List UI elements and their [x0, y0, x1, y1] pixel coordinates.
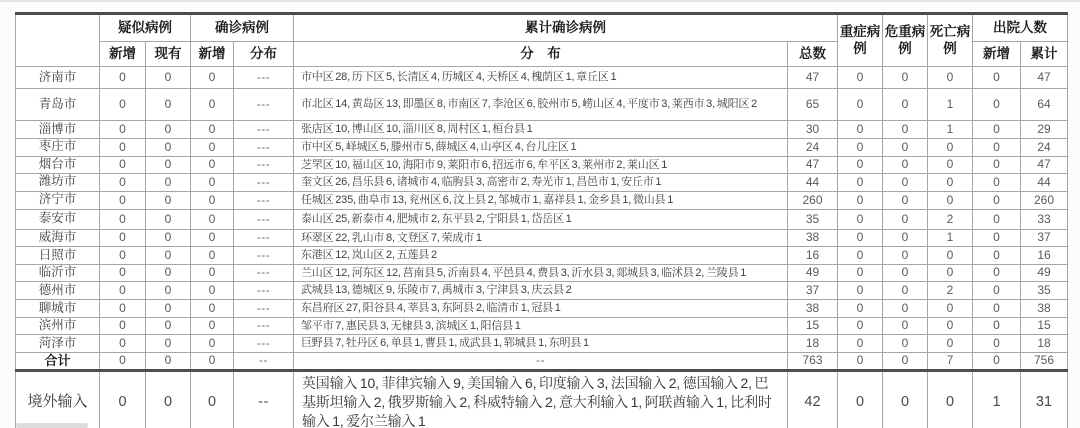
cell-suspected-new: 0	[100, 282, 146, 300]
top-edge-line	[0, 0, 1080, 2]
cell-cumulative-total: 49	[788, 264, 838, 282]
col-group-suspected: 疑似病例	[100, 14, 191, 42]
cell-discharged-new: 0	[973, 67, 1021, 89]
cell-distribution: 武城县 13, 德城区 9, 乐陵市 7, 禹城市 3, 宁津县 3, 庆云县 2	[294, 282, 788, 300]
cell-suspected-existing: 0	[146, 352, 191, 370]
cell-critical: 0	[883, 139, 928, 157]
cell-suspected-existing: 0	[146, 139, 191, 157]
cell-city: 合计	[16, 352, 100, 370]
cell-suspected-existing: 0	[146, 191, 191, 209]
cell-suspected-new: 0	[100, 89, 146, 121]
cell-distribution: 英国输入 10, 菲律宾输入 9, 美国输入 6, 印度输入 3, 法国输入 2, 德国输入 2, 巴基斯坦输入 2, 俄罗斯输入 2, 科威特输入 2, 意大利输入 1, 阿联酋输入 1, 比利时输入 1, 爱尔兰输入 1	[294, 370, 788, 428]
table-row	[16, 156, 1068, 174]
cell-critical: 0	[883, 209, 928, 229]
col-header-cumulative-total: 总数	[788, 42, 838, 67]
cell-critical: 0	[883, 229, 928, 247]
cell-discharged-total: 29	[1021, 121, 1068, 139]
col-header-death: 死亡病例	[928, 14, 973, 67]
cell-confirmed-dist: ---	[234, 139, 294, 157]
cell-suspected-existing: 0	[146, 370, 191, 428]
cell-suspected-new: 0	[100, 229, 146, 247]
cell-city: 济南市	[16, 67, 100, 89]
cell-suspected-existing: 0	[146, 229, 191, 247]
cell-confirmed-dist: ---	[234, 156, 294, 174]
cell-suspected-existing: 0	[146, 209, 191, 229]
col-group-cumulative: 累计确诊病例	[294, 14, 838, 42]
cell-suspected-new: 0	[100, 335, 146, 353]
cell-confirmed-new: 0	[191, 174, 234, 192]
cell-distribution: 奎文区 26, 昌乐县 6, 诸城市 4, 临朐县 3, 高密市 2, 寿光市 1, 昌邑市 1, 安丘市 1	[294, 174, 788, 192]
cell-discharged-total: 33	[1021, 209, 1068, 229]
table-row	[16, 264, 1068, 282]
cell-city: 德州市	[16, 282, 100, 300]
col-header-suspected-new: 新增	[100, 42, 146, 67]
cell-confirmed-dist: ---	[234, 191, 294, 209]
cell-critical: 0	[883, 67, 928, 89]
cell-suspected-existing: 0	[146, 282, 191, 300]
cell-distribution: 任城区 235, 曲阜市 13, 兖州区 6, 汶上县 2, 邹城市 1, 嘉祥县 1, 金乡县 1, 微山县 1	[294, 191, 788, 209]
cell-critical: 0	[883, 89, 928, 121]
cell-cumulative-total: 18	[788, 335, 838, 353]
cell-critical: 0	[883, 247, 928, 265]
cell-death: 0	[928, 174, 973, 192]
cell-discharged-total: 35	[1021, 282, 1068, 300]
cell-cumulative-total: 37	[788, 282, 838, 300]
cell-city: 临沂市	[16, 264, 100, 282]
cell-suspected-new: 0	[100, 191, 146, 209]
cell-severe: 0	[838, 67, 883, 89]
cell-distribution: 芝罘区 10, 福山区 10, 海阳市 9, 莱阳市 6, 招远市 6, 牟平区 3, 莱州市 2, 莱山区 1	[294, 156, 788, 174]
cell-death: 1	[928, 89, 973, 121]
cell-confirmed-new: 0	[191, 139, 234, 157]
cell-death: 0	[928, 139, 973, 157]
cell-discharged-new: 0	[973, 264, 1021, 282]
cell-suspected-existing: 0	[146, 247, 191, 265]
cell-critical: 0	[883, 300, 928, 318]
col-header-discharged-total: 累计	[1021, 42, 1068, 67]
cell-death: 2	[928, 282, 973, 300]
cell-death: 0	[928, 191, 973, 209]
cell-discharged-total: 15	[1021, 317, 1068, 335]
covid-stats-table	[15, 12, 1068, 428]
cell-confirmed-dist: ---	[234, 247, 294, 265]
table-row	[16, 191, 1068, 209]
cell-severe: 0	[838, 121, 883, 139]
cell-severe: 0	[838, 317, 883, 335]
cell-death: 0	[928, 335, 973, 353]
table-row	[16, 121, 1068, 139]
cell-suspected-new: 0	[100, 121, 146, 139]
cell-confirmed-new: 0	[191, 191, 234, 209]
cell-death: 7	[928, 352, 973, 370]
table-header	[16, 14, 1068, 67]
cell-discharged-total: 16	[1021, 247, 1068, 265]
cell-severe: 0	[838, 335, 883, 353]
cell-suspected-new: 0	[100, 174, 146, 192]
cell-confirmed-dist: ---	[234, 209, 294, 229]
cell-discharged-new: 0	[973, 317, 1021, 335]
cell-discharged-new: 0	[973, 121, 1021, 139]
col-header-discharged-new: 新增	[973, 42, 1021, 67]
cell-discharged-total: 18	[1021, 335, 1068, 353]
cell-severe: 0	[838, 282, 883, 300]
cell-death: 0	[928, 67, 973, 89]
cell-cumulative-total: 38	[788, 300, 838, 318]
cell-discharged-new: 0	[973, 89, 1021, 121]
cell-distribution: 泰山区 25, 新泰市 4, 肥城市 2, 东平县 2, 宁阳县 1, 岱岳区 1	[294, 209, 788, 229]
cell-confirmed-new: 0	[191, 67, 234, 89]
cell-city: 威海市	[16, 229, 100, 247]
cell-confirmed-dist: ---	[234, 89, 294, 121]
cell-severe: 0	[838, 370, 883, 428]
cell-critical: 0	[883, 317, 928, 335]
cell-death: 0	[928, 300, 973, 318]
col-header-cumulative-dist: 分 布	[294, 42, 788, 67]
cell-distribution: 市中区 28, 历下区 5, 长清区 4, 历城区 4, 天桥区 4, 槐荫区 1, 章丘区 1	[294, 67, 788, 89]
cell-suspected-existing: 0	[146, 264, 191, 282]
cell-discharged-new: 1	[973, 370, 1021, 428]
table-body	[16, 67, 1068, 428]
cell-city: 淄博市	[16, 121, 100, 139]
cell-discharged-new: 0	[973, 282, 1021, 300]
cell-cumulative-total: 15	[788, 317, 838, 335]
cell-confirmed-dist: ---	[234, 264, 294, 282]
cell-confirmed-dist: --	[234, 352, 294, 370]
table-row	[16, 335, 1068, 353]
cell-cumulative-total: 47	[788, 67, 838, 89]
cell-cumulative-total: 24	[788, 139, 838, 157]
table-row	[16, 89, 1068, 121]
cell-discharged-total: 31	[1021, 370, 1068, 428]
cell-city: 泰安市	[16, 209, 100, 229]
cell-severe: 0	[838, 156, 883, 174]
cell-death: 0	[928, 156, 973, 174]
cell-severe: 0	[838, 264, 883, 282]
cell-confirmed-dist: ---	[234, 174, 294, 192]
cell-suspected-new: 0	[100, 370, 146, 428]
cell-city: 潍坊市	[16, 174, 100, 192]
cell-suspected-new: 0	[100, 317, 146, 335]
table-row	[16, 139, 1068, 157]
cell-discharged-new: 0	[973, 156, 1021, 174]
cell-discharged-total: 38	[1021, 300, 1068, 318]
cell-confirmed-new: 0	[191, 352, 234, 370]
cell-suspected-existing: 0	[146, 174, 191, 192]
cell-critical: 0	[883, 282, 928, 300]
header-row-groups	[16, 14, 1068, 42]
bottom-edge-artifact	[16, 423, 88, 428]
cell-critical: 0	[883, 156, 928, 174]
cell-discharged-new: 0	[973, 139, 1021, 157]
cell-discharged-total: 47	[1021, 67, 1068, 89]
cell-distribution: 东昌府区 27, 阳谷县 4, 莘县 3, 东阿县 2, 临清市 1, 冠县 1	[294, 300, 788, 318]
cell-severe: 0	[838, 247, 883, 265]
cell-discharged-new: 0	[973, 352, 1021, 370]
cell-discharged-new: 0	[973, 191, 1021, 209]
cell-severe: 0	[838, 229, 883, 247]
corner-cell	[16, 14, 100, 67]
cell-suspected-existing: 0	[146, 89, 191, 121]
cell-cumulative-total: 47	[788, 156, 838, 174]
cell-city: 济宁市	[16, 191, 100, 209]
cell-suspected-new: 0	[100, 247, 146, 265]
cell-discharged-total: 260	[1021, 191, 1068, 209]
col-header-suspected-existing: 现有	[146, 42, 191, 67]
table-row	[16, 370, 1068, 428]
cell-confirmed-new: 0	[191, 247, 234, 265]
cell-cumulative-total: 30	[788, 121, 838, 139]
cell-suspected-new: 0	[100, 156, 146, 174]
cell-distribution: 邹平市 7, 惠民县 3, 无棣县 3, 滨城区 1, 阳信县 1	[294, 317, 788, 335]
cell-discharged-total: 47	[1021, 156, 1068, 174]
cell-city: 烟台市	[16, 156, 100, 174]
cell-city: 枣庄市	[16, 139, 100, 157]
col-header-confirmed-dist: 分布	[234, 42, 294, 67]
cell-critical: 0	[883, 352, 928, 370]
cell-confirmed-dist: ---	[234, 300, 294, 318]
cell-confirmed-new: 0	[191, 121, 234, 139]
cell-confirmed-dist: ---	[234, 335, 294, 353]
cell-confirmed-dist: ---	[234, 67, 294, 89]
cell-death: 1	[928, 121, 973, 139]
cell-discharged-new: 0	[973, 174, 1021, 192]
cell-suspected-existing: 0	[146, 317, 191, 335]
cell-death: 0	[928, 264, 973, 282]
col-group-discharged: 出院人数	[973, 14, 1068, 42]
cell-distribution: 巨野县 7, 牡丹区 6, 单县 1, 曹县 1, 成武县 1, 郓城县 1, 东明县 1	[294, 335, 788, 353]
cell-discharged-new: 0	[973, 300, 1021, 318]
cell-cumulative-total: 42	[788, 370, 838, 428]
table-row	[16, 67, 1068, 89]
cell-confirmed-new: 0	[191, 370, 234, 428]
cell-confirmed-dist: ---	[234, 229, 294, 247]
cell-confirmed-new: 0	[191, 282, 234, 300]
cell-cumulative-total: 16	[788, 247, 838, 265]
cell-severe: 0	[838, 89, 883, 121]
cell-suspected-new: 0	[100, 264, 146, 282]
cell-distribution: 市中区 5, 峄城区 5, 滕州市 5, 薛城区 4, 山亭区 4, 台儿庄区 1	[294, 139, 788, 157]
cell-cumulative-total: 38	[788, 229, 838, 247]
cell-death: 0	[928, 247, 973, 265]
cell-city: 滨州市	[16, 317, 100, 335]
col-group-confirmed: 确诊病例	[191, 14, 294, 42]
cell-suspected-new: 0	[100, 139, 146, 157]
cell-severe: 0	[838, 191, 883, 209]
cell-distribution: 环翠区 22, 乳山市 8, 文登区 7, 荣成市 1	[294, 229, 788, 247]
cell-suspected-existing: 0	[146, 335, 191, 353]
cell-suspected-new: 0	[100, 352, 146, 370]
cell-discharged-new: 0	[973, 335, 1021, 353]
cell-confirmed-new: 0	[191, 264, 234, 282]
cell-critical: 0	[883, 264, 928, 282]
col-header-critical: 危重病例	[883, 14, 928, 67]
cell-death: 0	[928, 317, 973, 335]
cell-distribution: 兰山区 12, 河东区 12, 莒南县 5, 沂南县 4, 平邑县 4, 费县 3, 沂水县 3, 郯城县 3, 临沭县 2, 兰陵县 1	[294, 264, 788, 282]
cell-suspected-new: 0	[100, 67, 146, 89]
cell-discharged-total: 44	[1021, 174, 1068, 192]
cell-discharged-total: 49	[1021, 264, 1068, 282]
cell-severe: 0	[838, 352, 883, 370]
table-row	[16, 174, 1068, 192]
cell-death: 1	[928, 229, 973, 247]
cell-suspected-new: 0	[100, 300, 146, 318]
cell-cumulative-total: 65	[788, 89, 838, 121]
cell-city: 日照市	[16, 247, 100, 265]
cell-suspected-existing: 0	[146, 156, 191, 174]
cell-cumulative-total: 260	[788, 191, 838, 209]
cell-confirmed-new: 0	[191, 209, 234, 229]
cell-city: 青岛市	[16, 89, 100, 121]
table-row	[16, 352, 1068, 370]
cell-distribution: 张店区 10, 博山区 10, 淄川区 8, 周村区 1, 桓台县 1	[294, 121, 788, 139]
cell-confirmed-dist: ---	[234, 121, 294, 139]
cell-suspected-existing: 0	[146, 121, 191, 139]
cell-cumulative-total: 763	[788, 352, 838, 370]
cell-cumulative-total: 35	[788, 209, 838, 229]
cell-confirmed-dist: --	[234, 370, 294, 428]
cell-severe: 0	[838, 300, 883, 318]
table-row	[16, 229, 1068, 247]
cell-distribution: 东港区 12, 岚山区 2, 五莲县 2	[294, 247, 788, 265]
cell-discharged-new: 0	[973, 209, 1021, 229]
table-row	[16, 317, 1068, 335]
cell-city: 菏泽市	[16, 335, 100, 353]
cell-suspected-existing: 0	[146, 300, 191, 318]
cell-city: 境外输入	[16, 370, 100, 428]
cell-critical: 0	[883, 174, 928, 192]
cell-suspected-existing: 0	[146, 67, 191, 89]
cell-confirmed-new: 0	[191, 89, 234, 121]
cell-suspected-new: 0	[100, 209, 146, 229]
cell-discharged-total: 64	[1021, 89, 1068, 121]
cell-confirmed-new: 0	[191, 229, 234, 247]
cell-death: 0	[928, 370, 973, 428]
cell-confirmed-new: 0	[191, 317, 234, 335]
col-header-severe: 重症病例	[838, 14, 883, 67]
cell-confirmed-new: 0	[191, 335, 234, 353]
table-row	[16, 247, 1068, 265]
table-row	[16, 300, 1068, 318]
cell-severe: 0	[838, 209, 883, 229]
cell-critical: 0	[883, 191, 928, 209]
cell-severe: 0	[838, 139, 883, 157]
cell-distribution: --	[294, 352, 788, 370]
cell-discharged-total: 24	[1021, 139, 1068, 157]
cell-discharged-new: 0	[973, 247, 1021, 265]
table-row	[16, 209, 1068, 229]
cell-cumulative-total: 44	[788, 174, 838, 192]
cell-distribution: 市北区 14, 黄岛区 13, 即墨区 8, 市南区 7, 李沧区 6, 胶州市 5, 崂山区 4, 平度市 3, 莱西市 3, 城阳区 2	[294, 89, 788, 121]
cell-confirmed-new: 0	[191, 300, 234, 318]
cell-confirmed-dist: ---	[234, 317, 294, 335]
cell-critical: 0	[883, 370, 928, 428]
table-row	[16, 282, 1068, 300]
cell-city: 聊城市	[16, 300, 100, 318]
col-header-confirmed-new: 新增	[191, 42, 234, 67]
cell-death: 2	[928, 209, 973, 229]
cell-discharged-total: 37	[1021, 229, 1068, 247]
cell-critical: 0	[883, 121, 928, 139]
cell-discharged-total: 756	[1021, 352, 1068, 370]
cell-critical: 0	[883, 335, 928, 353]
cell-severe: 0	[838, 174, 883, 192]
cell-discharged-new: 0	[973, 229, 1021, 247]
cell-confirmed-new: 0	[191, 156, 234, 174]
cell-confirmed-dist: ---	[234, 282, 294, 300]
